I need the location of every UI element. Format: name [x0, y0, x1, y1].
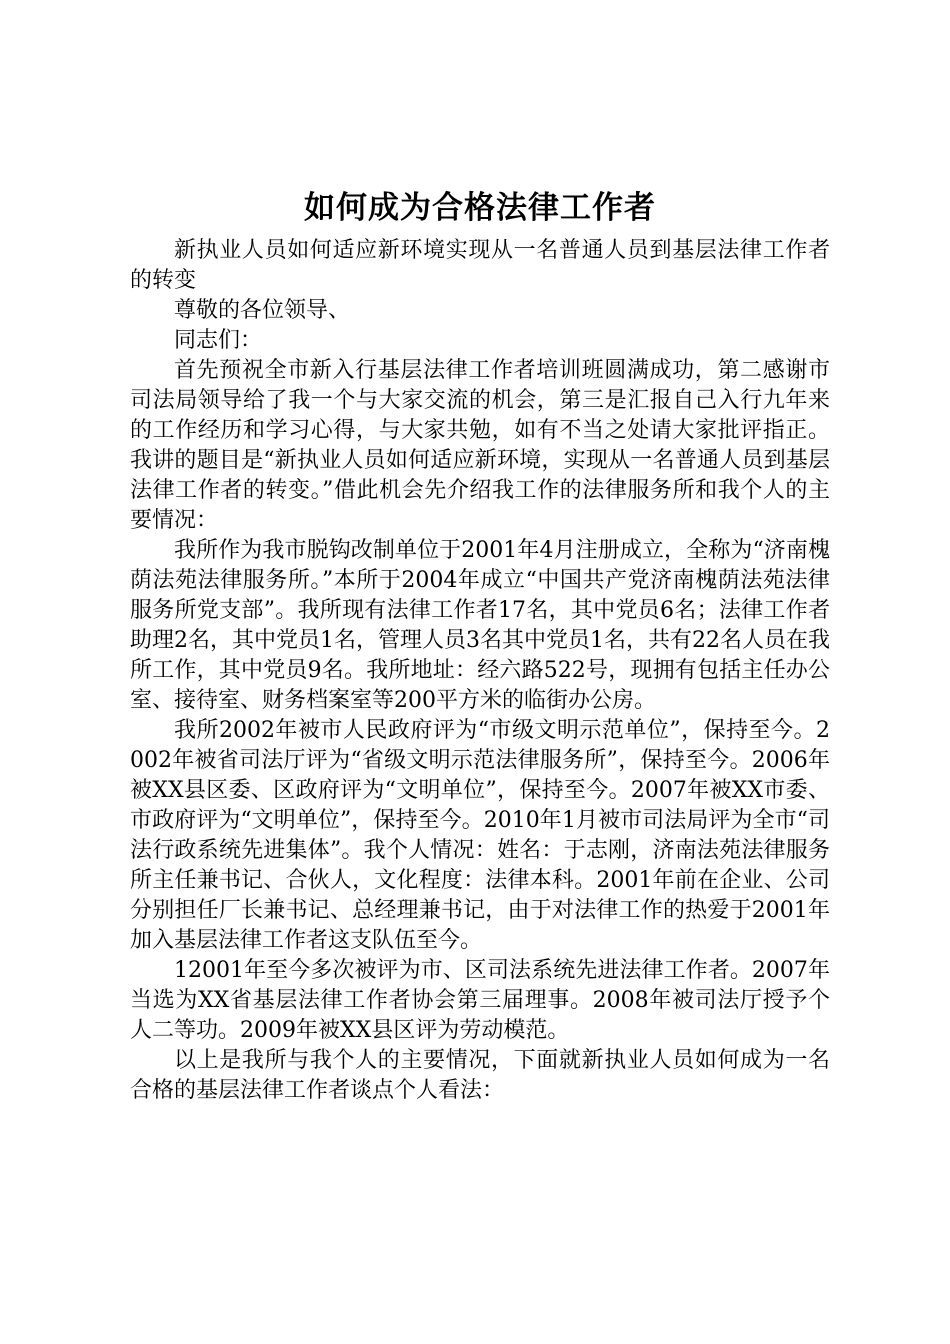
- paragraph-salutation-2: 同志们：: [174, 328, 263, 353]
- paragraph-office-intro: 我所作为我市脱钩改制单位于2001年4月注册成立，全称为“济南槐荫法苑法律服务所。”本所于2004年成立“中国共产党济南槐荫法苑法律服务所党支部”。我所现有法律工作者17名，其中党员6名；法律工作者助理2名，其中党员1名，管理人员3名其中党员1名，共有22名人员在我所工作，其中党员9名。我所地址：经六路522号，现拥有包括主任办公室、接待室、财务档案室等200平方米的临街办公房。: [130, 538, 830, 713]
- paragraph-salutation-1: 尊敬的各位领导、: [174, 298, 351, 323]
- paragraph-honors-and-profile: 我所2002年被市人民政府评为“市级文明示范单位”，保持至今。2002年被省司法厅评为“省级文明示范法律服务所”，保持至今。2006年被XX县区委、区政府评为“文明单位”，保持至今。2007年被XX市委、市政府评为“文明单位”，保持至今。2010年1月被市司法局评为全市“司法行政系统先进集体”。我个人情况：姓名：于志刚，济南法苑法律服务所主任兼书记、合伙人，文化程度：法律本科。2001年前在企业、公司分别担任厂长兼书记、总经理兼书记，由于对法律工作的热爱于2001年加入基层法律工作者这支队伍至今。: [130, 718, 830, 953]
- paragraph-opening: 首先预祝全市新入行基层法律工作者培训班圆满成功，第二感谢市司法局领导给了我一个与大家交流的机会，第三是汇报自己入行九年来的工作经历和学习心得，与大家共勉，如有不当之处请大家批评指正。我讲的题目是“新执业人员如何适应新环境，实现从一名普通人员到基层法律工作者的转变。”借此机会先介绍我工作的法律服务所和我个人的主要情况：: [130, 358, 830, 533]
- paragraph-subtitle: 新执业人员如何适应新环境实现从一名普通人员到基层法律工作者的转变: [130, 238, 830, 293]
- document-title: 如何成为合格法律工作者: [304, 190, 656, 226]
- document-page: [130, 186, 830, 1106]
- paragraph-transition: 以上是我所与我个人的主要情况，下面就新执业人员如何成为一名合格的基层法律工作者谈点个人看法：: [130, 1048, 830, 1103]
- paragraph-personal-awards: 12001年至今多次被评为市、区司法系统先进法律工作者。2007年当选为XX省基层法律工作者协会第三届理事。2008年被司法厅授予个人二等功。2009年被XX县区评为劳动模范。: [130, 958, 830, 1043]
